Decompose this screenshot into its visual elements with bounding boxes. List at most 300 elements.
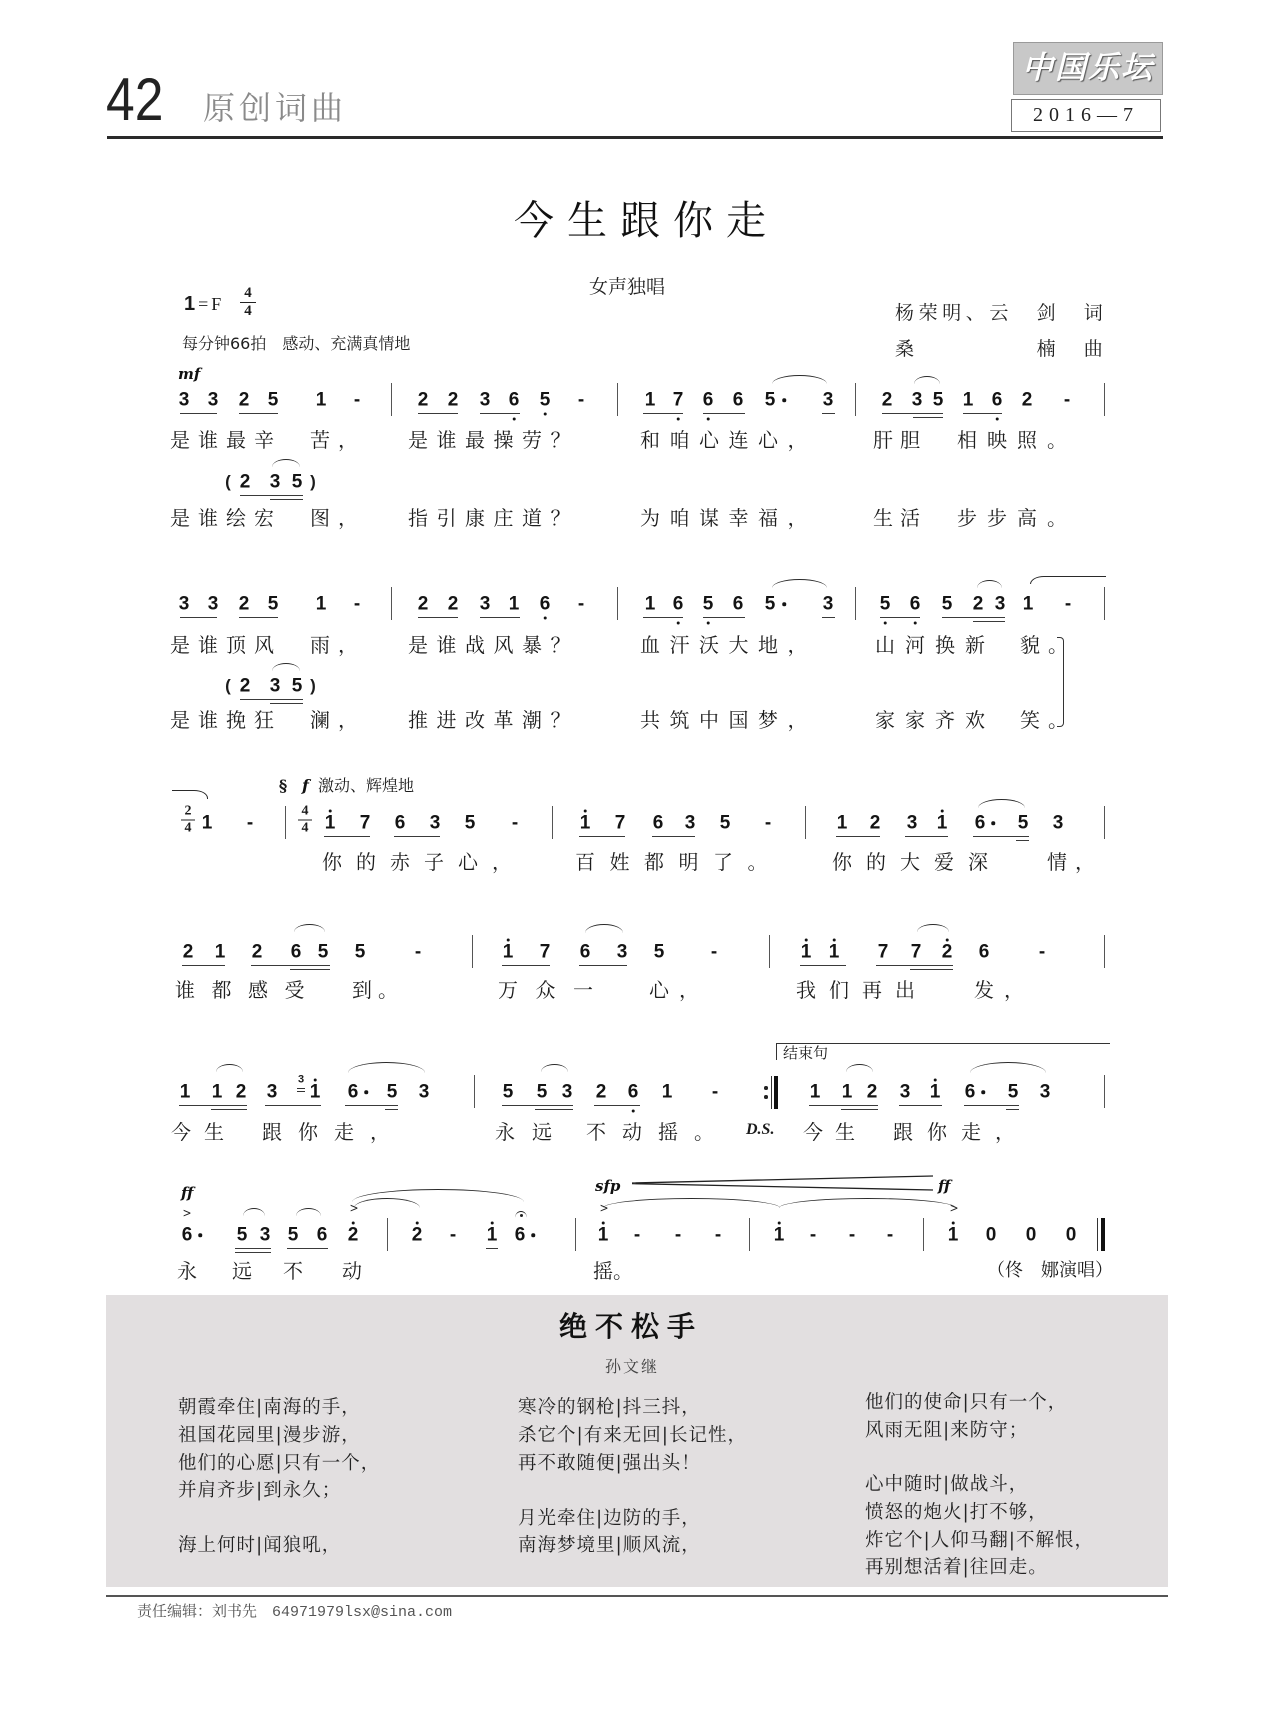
note-dash: - [674,1224,682,1246]
note-dash: - [809,1224,817,1246]
beam-underline [836,836,880,837]
note: 1 [508,593,520,615]
note: 5 [236,1224,248,1246]
note: 1 [211,1081,223,1103]
repeat-thick-line [774,1076,778,1109]
poem-line: 并肩齐步|到永久； [178,1480,342,1501]
lyric: 心， [649,978,709,1002]
beam-underline [942,617,1005,618]
lyric: 为咱谋幸福， [640,506,817,530]
beam-underline-double [913,417,943,418]
lyric: 万众一 [498,978,611,1002]
note: 3 [259,1224,271,1246]
issue-box: 2016—7 [1011,99,1161,132]
note: 6 [702,389,714,411]
note: 6 [974,812,986,834]
slur [772,375,827,384]
final-barline-thin [1097,1218,1098,1251]
note: 6 [290,941,302,963]
note: 2 [182,941,194,963]
accent-mark [949,1202,958,1214]
slur [294,924,325,932]
note: 3 [479,389,491,411]
beam-underline-double [270,703,303,704]
lyric: 是谁最操劳？ [408,428,579,452]
note: 5 [291,675,303,697]
barline [805,806,806,839]
section-title: 原创词曲 [203,89,348,127]
barline [575,1218,576,1251]
editor-credit [137,1602,452,1622]
lyric: 跟你走， [262,1120,406,1144]
beam-underline [643,413,683,414]
lyric: 推进改革潮？ [408,708,579,732]
lyric: 永远 [495,1120,569,1144]
lyric: 家家齐欢 [875,708,995,732]
note: 3 [994,593,1006,615]
poem-line: 南海梦境里|顺风流， [518,1535,701,1556]
note-dash: - [633,1224,641,1246]
barline [855,587,856,620]
lyric: 相映照。 [957,428,1077,452]
barline [1104,1075,1105,1108]
verse-bracket [1057,637,1064,727]
note: 1 [936,812,948,834]
note: 2 [595,1081,607,1103]
slur [272,663,300,671]
barline [1104,806,1105,839]
note: 1 [929,1081,941,1103]
poem-author: 孙文继 [604,1357,659,1376]
beam-underline [179,1105,247,1106]
beam-underline [579,836,625,837]
grace-note: 3 [297,1073,305,1086]
barline [387,1218,388,1251]
pickup-open-paren: ( [225,472,231,491]
lyric: 步步高。 [957,506,1077,530]
note: 3 [479,593,491,615]
note: 5 [536,1081,548,1103]
note: 2 [866,1081,878,1103]
barline [472,935,473,968]
note: 1 [315,593,327,615]
time-signature-denominator: 4 [244,303,252,319]
note: 5 [1007,1081,1019,1103]
repeat-end-barline [764,1076,780,1109]
augmentation-dot [531,1233,535,1237]
note: 5 [267,593,279,615]
note: 2 [238,389,250,411]
slur [970,1062,1046,1073]
repeat-dot [764,1095,768,1099]
beam-underline [240,495,303,496]
poem-line: 心中随时|做战斗， [865,1474,1029,1495]
key-equals: = [198,294,209,314]
accent-mark [599,1202,608,1214]
note: 6 [732,389,744,411]
note: 3 [561,1081,573,1103]
final-barline-thick [1101,1218,1105,1251]
beam-underline [239,617,278,618]
lyric: 是谁战风暴？ [408,633,579,657]
note: 1 [773,1224,785,1246]
slur [846,1064,873,1072]
note: 5 [267,389,279,411]
lyric: 我们再出 [796,978,928,1002]
note: 3 [906,812,918,834]
lyric: 谁都感受 [175,978,321,1002]
note: 5 [291,471,303,493]
note: 5 [879,593,891,615]
beam-underline [235,1248,271,1249]
poem-line: 杀它个|有来无回|长记性， [518,1425,747,1446]
note: 1 [179,1081,191,1103]
note: 5 [702,593,714,615]
note-rest: 0 [985,1224,997,1246]
note-rest: 0 [1065,1224,1077,1246]
lyric: 远 [232,1259,252,1283]
barline [391,383,392,416]
beam-underline [180,413,217,414]
note: 3 [207,389,219,411]
beam-underline [239,413,278,414]
tie [603,1198,780,1208]
note: 1 [947,1224,959,1246]
beam-underline [502,1105,573,1106]
note: 1 [579,812,591,834]
note: 6 [514,1224,526,1246]
lyric: 共筑中国梦， [640,708,817,732]
note: 5 [354,941,366,963]
beam-underline-double [973,621,1005,622]
note-dash: - [1063,389,1071,411]
editor-name: 责任编辑：刘书先 [137,1602,258,1620]
barline [391,587,392,620]
beam-underline-double [1016,840,1029,841]
lyric: 貌。 [1020,633,1076,657]
note: 1 [644,593,656,615]
note: 7 [539,941,551,963]
note: 5 [764,389,776,411]
lyric: 生活 [873,506,927,530]
time-signature-change [298,805,312,836]
note: 5 [502,1081,514,1103]
note: 7 [359,812,371,834]
note-dash: - [449,1224,457,1246]
magazine-logo [1013,42,1163,95]
beam-underline [579,965,627,966]
note-dash: - [711,1081,719,1103]
augmentation-dot [198,1233,202,1237]
note: 2 [411,1224,423,1246]
augmentation-dot [782,398,786,402]
accent-mark [182,1207,191,1219]
beam-underline [502,965,550,966]
lyric: 跟你走， [893,1120,1029,1144]
lyric: 今生 [171,1120,237,1144]
dynamic-mark: ff [181,1184,194,1202]
barline [285,806,286,839]
note-dash: - [353,389,361,411]
poem-line: 海上何时|闻狼吼， [178,1535,342,1556]
note: 7 [672,389,684,411]
lyric: 到。 [352,978,404,1002]
note-dash: - [886,1224,894,1246]
note: 3 [418,1081,430,1103]
beam-underline [394,836,440,837]
barline [1104,587,1105,620]
lyric: 图， [310,506,366,530]
beam-underline-double [385,1109,398,1110]
poem-line: 朝霞牵住|南海的手， [178,1397,361,1418]
beam-underline [905,836,948,837]
beam-underline-double [841,1109,878,1110]
time-signature-numerator: 4 [240,286,256,303]
lyric: 不 [283,1259,303,1283]
beam-underline [643,617,683,618]
note: 5 [1017,812,1029,834]
note: 1 [214,941,226,963]
repeat-thin-line [771,1076,772,1109]
lyric: 雨， [310,633,366,657]
note: 3 [822,593,834,615]
augmentation-dot [991,821,995,825]
note: 7 [614,812,626,834]
repeat-dot [764,1086,768,1090]
beam-underline-double [211,1109,247,1110]
poem-line: 愤怒的炮火|打不够， [865,1502,1048,1523]
lyric: 指引康庄道？ [408,506,579,530]
note: 5 [464,812,476,834]
beam-underline [240,699,303,700]
note: 2 [1021,389,1033,411]
lyric: 是谁顶风 [170,633,282,657]
note: 5 [764,593,776,615]
note: 5 [941,593,953,615]
beam-underline-double [1006,1109,1019,1110]
note: 3 [207,593,219,615]
note-dash: - [764,812,772,834]
lyric: 你的赤子心， [322,850,526,874]
note-dash: - [511,812,519,834]
barline [1104,383,1105,416]
tempo-expression: 每分钟66拍 感动、充满真情地 [182,334,411,353]
beam-underline [899,1105,942,1106]
beam-underline [480,413,520,414]
note-dash: - [577,593,585,615]
poem-title: 绝不松手 [558,1310,703,1343]
note-dash: - [353,593,361,615]
time-signature-denominator: 4 [184,820,192,836]
note: 1 [800,941,812,963]
note: 2 [869,812,881,834]
slur [272,459,300,467]
note: 3 [269,471,281,493]
time-signature [240,286,256,319]
beam-underline [963,413,1002,414]
header-rule [107,136,1163,139]
composer-credit: 桑 楠 曲 [895,338,1108,360]
performer-credit: （佟 娜演唱） [987,1260,1113,1281]
performance-type: 女声独唱 [589,276,666,298]
note: 2 [941,941,953,963]
key-signature [184,294,221,314]
beam-underline [345,1105,398,1106]
beam-underline [880,617,920,618]
beam-underline [486,1248,498,1249]
lyric: 你的大爱深 [832,850,1002,874]
tie [779,1198,956,1208]
note-dash: - [848,1224,856,1246]
note: 3 [911,389,923,411]
note: 1 [661,1081,673,1103]
beam-underline [882,413,943,414]
beam-underline [703,413,745,414]
barline [474,1075,475,1108]
beam-underline [324,836,370,837]
beam-underline [800,965,846,966]
pickup-open-paren: ( [225,676,231,695]
note: 1 [597,1224,609,1246]
note: 2 [347,1224,359,1246]
poem-line: 寒冷的钢枪|抖三抖， [518,1397,701,1418]
note: 1 [644,389,656,411]
note: 3 [429,812,441,834]
note-rest: 0 [1025,1224,1037,1246]
note: 1 [502,941,514,963]
lyric: 笑。 [1020,708,1076,732]
beam-underline [594,1105,640,1106]
beam-underline [180,617,217,618]
lyric: 情， [1047,850,1103,874]
note: 1 [201,812,213,834]
note: 3 [269,675,281,697]
note: 6 [579,941,591,963]
note: 5 [932,389,944,411]
lyric: 肝胆 [873,428,927,452]
barline [617,383,618,416]
slur [772,579,827,588]
time-signature-numerator: 4 [298,805,312,821]
note: 2 [239,675,251,697]
pickup-close-paren: ) [310,676,316,695]
time-signature-denominator: 4 [301,820,309,836]
slur [917,924,949,932]
note: 3 [178,593,190,615]
beam-underline [876,965,953,966]
note: 1 [962,389,974,411]
beam-underline [265,1105,321,1106]
note: 1 [809,1081,821,1103]
poem-line: 炸它个|人仰马翻|不解恨， [865,1530,1094,1551]
time-signature-change [181,805,195,836]
note: 1 [828,941,840,963]
beam-underline-double [235,1252,271,1253]
note: 2 [881,389,893,411]
lyric: 动 [342,1259,362,1283]
note: 6 [964,1081,976,1103]
tie-continuation [172,790,208,799]
beam-underline [964,1105,1019,1106]
page-number: 42 [106,66,164,133]
note: 3 [899,1081,911,1103]
slur [977,580,1002,588]
note: 7 [910,941,922,963]
barline [552,806,553,839]
beam-underline [822,617,835,618]
lyric: 是谁最辛 [170,428,282,452]
lyric: 是谁挽狂 [170,708,282,732]
poem-line: 月光牵住|边防的手， [518,1508,701,1529]
editor-email: 64971979lsx@sina.com [272,1604,453,1621]
slur [243,1208,265,1216]
segno-icon [279,777,287,795]
note: 6 [991,389,1003,411]
note: 2 [251,941,263,963]
slur [541,1064,568,1072]
fermata-icon [515,1211,527,1218]
magazine-logo-text: 中国乐坛 [1022,50,1154,86]
lyric: 是谁绘宏 [170,506,282,530]
beam-underline [822,413,835,414]
note: 2 [417,389,429,411]
song-title: 今生跟你走 [514,198,779,244]
lyric: 发， [974,978,1034,1002]
note-dash: - [1064,593,1072,615]
note-dash: - [577,389,585,411]
key-letter: F [211,294,222,314]
beam-underline [652,836,695,837]
note-dash: - [710,941,718,963]
time-signature-numerator: 2 [181,805,195,821]
note: 2 [447,593,459,615]
note: 7 [877,941,889,963]
lyric: 澜， [310,708,366,732]
note: 1 [309,1081,321,1103]
note: 5 [317,941,329,963]
note: 6 [347,1081,359,1103]
note: 3 [684,812,696,834]
dal-segno-marker: D.S. [746,1121,775,1138]
slur [348,1062,425,1073]
beam-underline-double [270,499,303,500]
note: 3 [178,389,190,411]
barline [1104,935,1105,968]
slur [978,799,1025,808]
augmentation-dot [782,602,786,606]
beam-underline [809,1105,878,1106]
note: 5 [539,389,551,411]
note: 6 [539,593,551,615]
note: 6 [652,812,664,834]
lyric: 苦， [310,428,366,452]
note: 1 [324,812,336,834]
ending-label: 结束句 [783,1044,829,1062]
beam-underline-double [535,1109,573,1110]
slur [914,376,940,384]
note: 6 [672,593,684,615]
pickup-close-paren: ) [310,472,316,491]
beam-underline [182,965,225,966]
note: 5 [287,1224,299,1246]
barline [769,935,770,968]
accent-mark [349,1202,358,1214]
note: 5 [719,812,731,834]
beam-underline [287,1248,328,1249]
note-dash: - [714,1224,722,1246]
note: 2 [447,389,459,411]
slur [216,1064,243,1072]
